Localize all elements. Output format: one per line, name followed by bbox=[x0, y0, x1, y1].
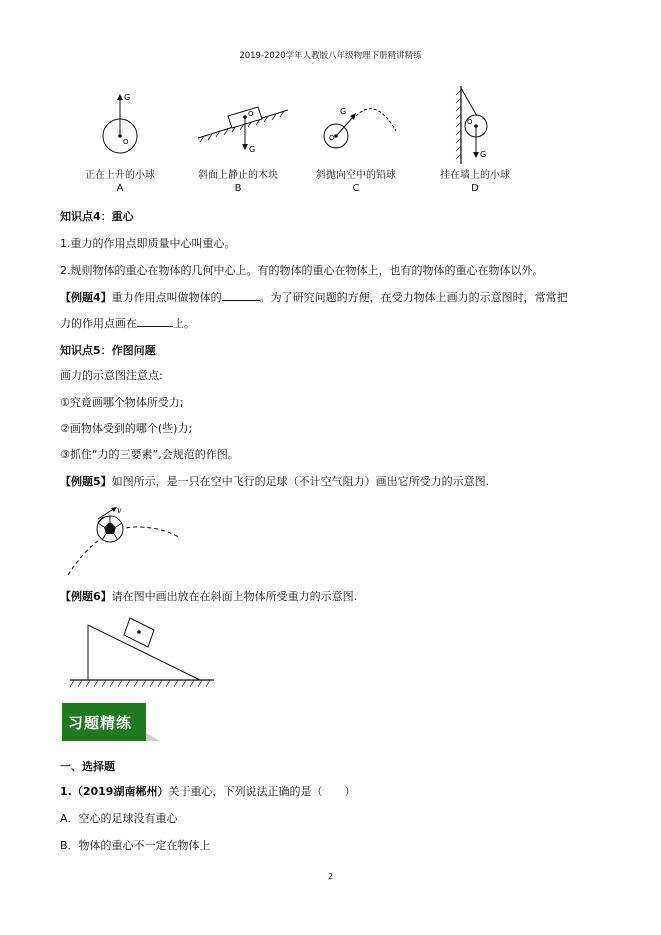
section-choice-title: 一、选择题 bbox=[60, 760, 115, 773]
example5-line bbox=[60, 474, 489, 490]
example5-label: 【例题5】 bbox=[60, 475, 112, 488]
exercise-tag bbox=[62, 703, 146, 741]
figure-d-caption: 挂在墙上的小球 bbox=[440, 170, 510, 181]
figure-d-letter: D bbox=[471, 183, 479, 194]
knowledge5-point2: ②画物体受到的哪个(些)力; bbox=[60, 422, 193, 435]
example4-line2 bbox=[60, 316, 195, 332]
fig-b-label-o: O bbox=[248, 110, 254, 118]
q1-stem bbox=[60, 784, 355, 800]
knowledge4-line1: 1.重力的作用点即质量中心叫重心。 bbox=[60, 237, 236, 250]
example4-text-c: 力的作用点画在 bbox=[60, 317, 137, 330]
figure-b-drawing bbox=[178, 86, 298, 166]
example4-blank-2 bbox=[137, 316, 173, 327]
fig-c-label-o: O bbox=[329, 134, 335, 142]
figure-b-caption: 斜面上静止的木块 bbox=[198, 170, 278, 181]
example5-text: 如图所示，是一只在空中飞行的足球（不计空气阻力）画出它所受力的示意图. bbox=[111, 475, 490, 488]
q1-option-b: B．物体的重心不一定在物体上 bbox=[60, 839, 211, 852]
fig-c-label-g: G bbox=[340, 107, 347, 116]
example4-text-d: 上。 bbox=[173, 317, 195, 330]
figure-b-letter: B bbox=[234, 183, 242, 194]
example6-text: 请在图中画出放在在斜面上物体所受重力的示意图. bbox=[111, 590, 358, 603]
knowledge5-point3: ③抓住“力的三要素”,会规范的作图。 bbox=[60, 448, 239, 461]
q1-option-a: A．空心的足球没有重心 bbox=[60, 812, 178, 825]
figure-d bbox=[415, 86, 535, 204]
q1-source: （2019湖南郴州） bbox=[71, 785, 169, 798]
figure-d-drawing bbox=[415, 86, 535, 166]
figure-c bbox=[296, 86, 416, 204]
figure-a-letter: A bbox=[116, 183, 124, 194]
fig-d-label-g: G bbox=[480, 150, 487, 159]
fig-a-label-g: G bbox=[124, 93, 131, 102]
football-figure bbox=[60, 505, 200, 580]
fig-d-label-o: O bbox=[467, 118, 473, 126]
figure-a-caption: 正在上升的小球 bbox=[85, 170, 155, 181]
incline-figure bbox=[60, 612, 220, 690]
exercise-tag-shadow bbox=[146, 733, 160, 741]
page-number: 2 bbox=[327, 872, 334, 881]
football-v-label: v bbox=[117, 506, 122, 515]
example4-blank-1 bbox=[222, 290, 260, 301]
fig-a-label-o: O bbox=[123, 138, 129, 146]
figure-c-letter: C bbox=[352, 183, 360, 194]
q1-number: 1. bbox=[60, 785, 72, 798]
figures-row bbox=[60, 86, 530, 204]
q1-stem-text: 关于重心，下列说法正确的是（ ） bbox=[168, 785, 356, 798]
fig-b-label-g: G bbox=[249, 145, 256, 154]
page-header: 2019-2020学年人教版八年级物理下册精讲精练 bbox=[239, 51, 422, 61]
example6-line bbox=[60, 589, 357, 605]
example4-text-a: 重力作用点叫做物体的 bbox=[111, 291, 222, 304]
knowledge5-intro: 画力的示意图注意点: bbox=[60, 369, 163, 382]
example4-line1 bbox=[60, 290, 568, 306]
example4-label: 【例题4】 bbox=[60, 291, 112, 304]
exercise-tag-label: 习题精练 bbox=[68, 714, 133, 732]
knowledge5-title: 知识点5：作图问题 bbox=[60, 344, 156, 357]
example6-label: 【例题6】 bbox=[60, 590, 112, 603]
figure-b bbox=[178, 86, 298, 204]
figure-a-drawing bbox=[60, 86, 180, 166]
figure-a bbox=[60, 86, 180, 204]
figure-c-caption: 斜抛向空中的铅球 bbox=[316, 170, 396, 181]
knowledge5-point1: ①究竟画哪个物体所受力; bbox=[60, 396, 184, 409]
figure-c-drawing bbox=[296, 86, 416, 166]
knowledge4-line2: 2.规则物体的重心在物体的几何中心上。有的物体的重心在物体上，也有的物体的重心在物体以外。 bbox=[60, 264, 544, 277]
example4-text-b: 。为了研究问题的方便，在受力物体上画力的示意图时，常常把 bbox=[259, 291, 568, 304]
knowledge4-title: 知识点4：重心 bbox=[60, 210, 134, 223]
